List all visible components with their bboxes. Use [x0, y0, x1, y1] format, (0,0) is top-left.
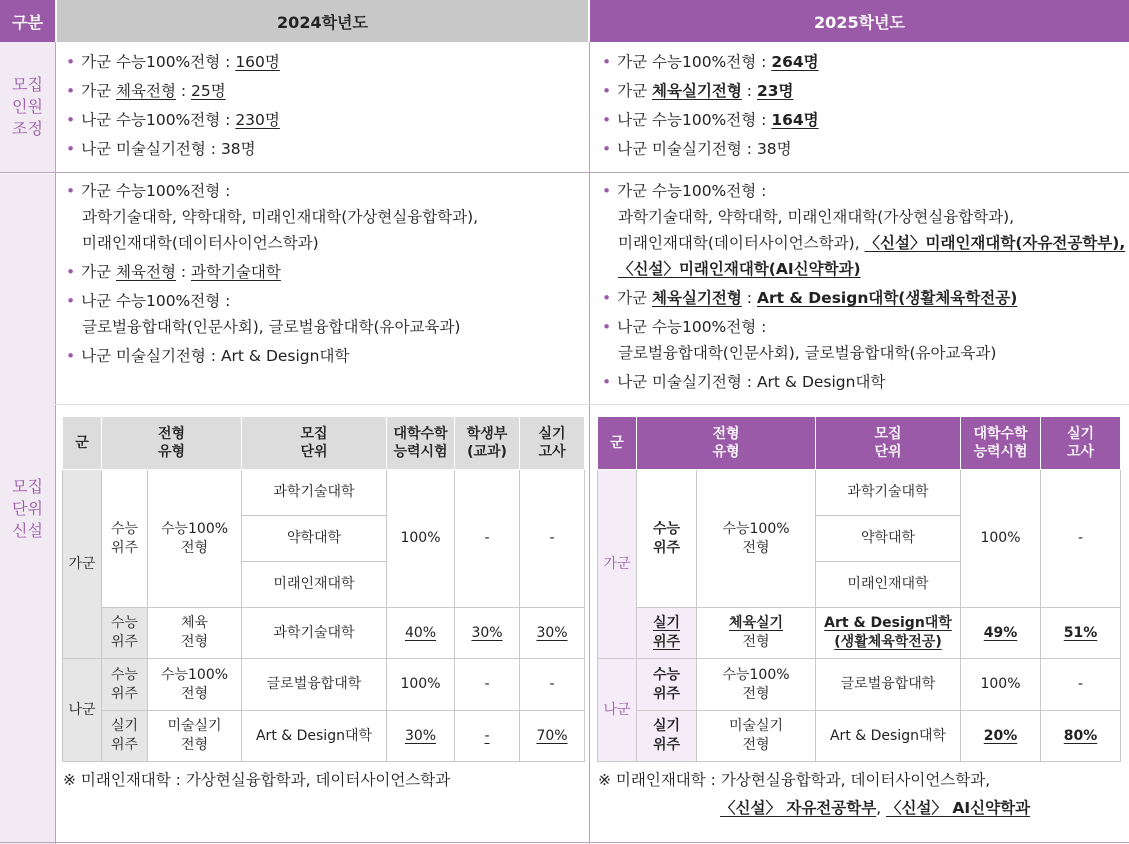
cell-csat: 100% [387, 470, 455, 608]
table-row [598, 470, 1121, 516]
cell-type: 수능 위주 [102, 470, 148, 608]
cell-practical: 80% [1041, 711, 1121, 762]
cell-type: 실기 위주 [637, 711, 697, 762]
cell-practical: - [520, 470, 585, 608]
table-row [63, 608, 585, 659]
cell-csat: 100% [387, 659, 455, 711]
units-2025-item: • 가군 체육실기전형 : Art & Design대학(생활체육학전공) [602, 289, 1018, 307]
quota-2025-item: • 가군 수능100%전형 : 264명 [602, 53, 819, 71]
cell-csat: 49% [961, 608, 1041, 659]
cell-adm: 체육실기 전형 [697, 608, 816, 659]
cell-practical: - [1041, 470, 1121, 608]
table-row [63, 470, 585, 516]
cell-practical: - [520, 659, 585, 711]
footnote-2025: ※ 미래인재대학 : 가상현실융합학과, 데이터사이언스학과, [598, 771, 991, 789]
th-practical: 실기 고사 [520, 417, 585, 470]
th-record: 학생부 (교과) [455, 417, 520, 470]
units-2024-item: • 나군 미술실기전형 : Art & Design대학 [66, 347, 350, 365]
footnote-2025-new: 〈신설〉 자유전공학부, 〈신설〉 AI신약학과 [720, 799, 1031, 817]
units-2024-text: 미래인재대학(데이터사이언스학과) [82, 234, 319, 252]
cell-adm: 미술실기 전형 [697, 711, 816, 762]
cell-unit: 과학기술대학 [242, 608, 387, 659]
th-gun: 군 [598, 417, 637, 470]
table-row [598, 711, 1121, 762]
cell-unit: 글로벌융합대학 [242, 659, 387, 711]
quota-2024-item: • 가군 체육전형 : 25명 [66, 82, 226, 100]
cell-type: 실기 위주 [102, 711, 148, 762]
units-2024-item: • 가군 수능100%전형 : [66, 182, 231, 200]
cell-adm: 체육 전형 [148, 608, 242, 659]
col-header-category: 구분 [0, 0, 55, 42]
cell-unit: Art & Design대학 [816, 711, 961, 762]
cell-record: - [455, 659, 520, 711]
units-2025-text: 〈신설〉미래인재대학(AI신약학과) [618, 260, 861, 278]
cell-csat: 40% [387, 608, 455, 659]
cell-adm: 수능100% 전형 [697, 659, 816, 711]
cell-unit: 미래인재대학 [242, 562, 387, 608]
th-unit: 모집 단위 [242, 417, 387, 470]
quota-2024-item: • 나군 미술실기전형 : 38명 [66, 140, 256, 158]
col-header-2024: 2024학년도 [57, 0, 588, 42]
col-header-2025: 2025학년도 [590, 0, 1129, 42]
units-2025-item: • 나군 미술실기전형 : Art & Design대학 [602, 373, 886, 391]
cell-unit: Art & Design대학 (생활체육학전공) [816, 608, 961, 659]
table-row [598, 608, 1121, 659]
th-csat: 대학수학 능력시험 [961, 417, 1041, 470]
units-2024-text: 과학기술대학, 약학대학, 미래인재대학(가상현실융합학과), [82, 208, 479, 226]
cell-type: 수능 위주 [637, 470, 697, 608]
cell-practical: 70% [520, 711, 585, 762]
quota-2025-item: • 가군 체육실기전형 : 23명 [602, 82, 794, 100]
cell-adm: 수능100% 전형 [148, 659, 242, 711]
cell-unit: 미래인재대학 [816, 562, 961, 608]
cell-unit: 약학대학 [242, 516, 387, 562]
th-practical: 실기 고사 [1041, 417, 1121, 470]
cell-adm: 미술실기 전형 [148, 711, 242, 762]
quota-2025-item: • 나군 수능100%전형 : 164명 [602, 111, 819, 129]
group-na: 나군 [63, 659, 102, 762]
units-2025-text: 미래인재대학(데이터사이언스학과), 〈신설〉미래인재대학(자유전공학부), [618, 234, 1126, 252]
divider-horizontal-1 [0, 172, 1129, 173]
cell-csat: 30% [387, 711, 455, 762]
divider-horizontal-2 [55, 404, 1129, 405]
table-row [63, 659, 585, 711]
group-na: 나군 [598, 659, 637, 762]
cell-type: 실기 위주 [637, 608, 697, 659]
units-2024-item: • 나군 수능100%전형 : [66, 292, 231, 310]
cell-unit: 글로벌융합대학 [816, 659, 961, 711]
quota-2025-item: • 나군 미술실기전형 : 38명 [602, 140, 792, 158]
cell-practical: - [1041, 659, 1121, 711]
row-label-quota: 모집 인원 조정 [0, 42, 55, 172]
cell-record: - [455, 711, 520, 762]
cell-unit: 약학대학 [816, 516, 961, 562]
th-csat: 대학수학 능력시험 [387, 417, 455, 470]
th-type: 전형 유형 [102, 417, 242, 470]
units-2025-item: • 나군 수능100%전형 : [602, 318, 767, 336]
th-type: 전형 유형 [637, 417, 816, 470]
divider-vertical-left [55, 42, 56, 844]
units-2025-text: 글로벌융합대학(인문사회), 글로벌융합대학(유아교육과) [618, 344, 997, 362]
cell-type: 수능 위주 [637, 659, 697, 711]
units-2025-text: 과학기술대학, 약학대학, 미래인재대학(가상현실융합학과), [618, 208, 1015, 226]
cell-unit: 과학기술대학 [242, 470, 387, 516]
cell-csat: 100% [961, 659, 1041, 711]
admission-table-2025 [597, 416, 1121, 762]
cell-type: 수능 위주 [102, 659, 148, 711]
cell-csat: 20% [961, 711, 1041, 762]
units-2024-item: • 가군 체육전형 : 과학기술대학 [66, 263, 281, 281]
cell-unit: Art & Design대학 [242, 711, 387, 762]
cell-unit: 과학기술대학 [816, 470, 961, 516]
cell-record: - [455, 470, 520, 608]
divider-horizontal-bottom [0, 842, 1129, 843]
th-unit: 모집 단위 [816, 417, 961, 470]
cell-practical: 30% [520, 608, 585, 659]
quota-2024-item: • 가군 수능100%전형 : 160명 [66, 53, 280, 71]
th-gun: 군 [63, 417, 102, 470]
cell-type: 수능 위주 [102, 608, 148, 659]
table-row [63, 711, 585, 762]
cell-adm: 수능100% 전형 [148, 470, 242, 608]
table-row [598, 659, 1121, 711]
cell-csat: 100% [961, 470, 1041, 608]
cell-record: 30% [455, 608, 520, 659]
quota-2024-item: • 나군 수능100%전형 : 230명 [66, 111, 280, 129]
admission-table-2024 [62, 416, 585, 762]
cell-practical: 51% [1041, 608, 1121, 659]
footnote-2024: ※ 미래인재대학 : 가상현실융합학과, 데이터사이언스학과 [63, 771, 451, 789]
divider-vertical-mid [589, 42, 590, 844]
units-2025-item: • 가군 수능100%전형 : [602, 182, 767, 200]
group-ga: 가군 [598, 470, 637, 659]
row-label-units: 모집 단위 신설 [0, 174, 55, 844]
group-ga: 가군 [63, 470, 102, 659]
units-2024-text: 글로벌융합대학(인문사회), 글로벌융합대학(유아교육과) [82, 318, 461, 336]
cell-adm: 수능100% 전형 [697, 470, 816, 608]
